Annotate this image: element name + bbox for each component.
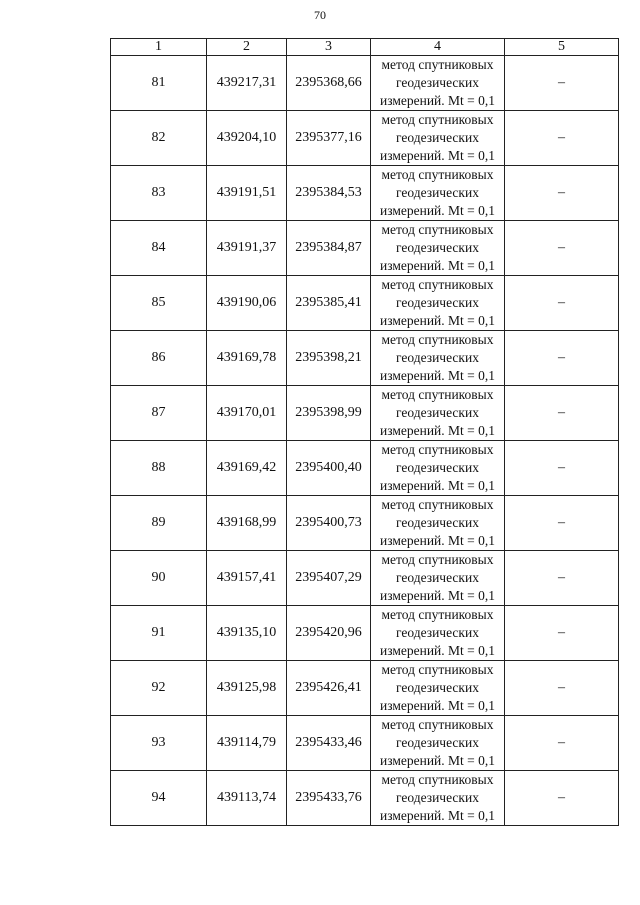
method-cell <box>371 331 505 386</box>
header-col-3: 3 <box>287 39 371 56</box>
table-row <box>111 606 619 661</box>
method-line: геодезических <box>396 735 479 750</box>
point-number-cell: 82 <box>111 111 207 166</box>
y-coordinate-cell: 2395384,87 <box>287 221 371 276</box>
x-coordinate-cell: 439170,01 <box>207 386 287 441</box>
point-number-cell: 90 <box>111 551 207 606</box>
method-line: измерений. Mt = 0,1 <box>379 478 496 493</box>
method-cell <box>371 221 505 276</box>
table-row <box>111 166 619 221</box>
x-coordinate-cell: 439169,42 <box>207 441 287 496</box>
method-line: метод спутниковых <box>381 717 494 732</box>
column-5-cell: – <box>505 276 619 331</box>
point-number-cell: 81 <box>111 56 207 111</box>
y-coordinate-cell: 2395400,73 <box>287 496 371 551</box>
point-number-cell: 94 <box>111 771 207 826</box>
x-coordinate-cell: 439113,74 <box>207 771 287 826</box>
y-coordinate-cell: 2395433,46 <box>287 716 371 771</box>
method-line: геодезических <box>396 295 479 310</box>
header-col-1: 1 <box>111 39 207 56</box>
method-line: метод спутниковых <box>381 497 494 512</box>
method-cell <box>371 166 505 221</box>
header-row <box>111 39 619 56</box>
method-line: геодезических <box>396 680 479 695</box>
method-line: геодезических <box>396 515 479 530</box>
y-coordinate-cell: 2395377,16 <box>287 111 371 166</box>
y-coordinate-cell: 2395398,21 <box>287 331 371 386</box>
method-line: измерений. Mt = 0,1 <box>379 643 496 658</box>
y-coordinate-cell: 2395400,40 <box>287 441 371 496</box>
method-line: геодезических <box>396 570 479 585</box>
method-line: измерений. Mt = 0,1 <box>379 533 496 548</box>
method-line: измерений. Mt = 0,1 <box>379 258 496 273</box>
column-5-cell: – <box>505 56 619 111</box>
method-cell <box>371 551 505 606</box>
y-coordinate-cell: 2395420,96 <box>287 606 371 661</box>
method-line: метод спутниковых <box>381 332 494 347</box>
method-line: метод спутниковых <box>381 112 494 127</box>
method-cell <box>371 441 505 496</box>
page-number: 70 <box>314 8 326 22</box>
method-line: геодезических <box>396 625 479 640</box>
table-row <box>111 111 619 166</box>
method-line: измерений. Mt = 0,1 <box>379 698 496 713</box>
point-number-cell: 85 <box>111 276 207 331</box>
column-5-cell: – <box>505 166 619 221</box>
method-line: метод спутниковых <box>381 662 494 677</box>
method-line: геодезических <box>396 240 479 255</box>
method-line: измерений. Mt = 0,1 <box>379 203 496 218</box>
header-col-2: 2 <box>207 39 287 56</box>
method-line: геодезических <box>396 130 479 145</box>
column-5-cell: – <box>505 221 619 276</box>
x-coordinate-cell: 439168,99 <box>207 496 287 551</box>
method-line: измерений. Mt = 0,1 <box>379 313 496 328</box>
column-5-cell: – <box>505 386 619 441</box>
point-number-cell: 88 <box>111 441 207 496</box>
method-line: метод спутниковых <box>381 552 494 567</box>
column-5-cell: – <box>505 496 619 551</box>
point-number-cell: 87 <box>111 386 207 441</box>
y-coordinate-cell: 2395407,29 <box>287 551 371 606</box>
method-line: измерений. Mt = 0,1 <box>379 93 496 108</box>
method-line: геодезических <box>396 790 479 805</box>
x-coordinate-cell: 439135,10 <box>207 606 287 661</box>
method-line: геодезических <box>396 350 479 365</box>
column-5-cell: – <box>505 716 619 771</box>
method-cell <box>371 606 505 661</box>
table-row <box>111 276 619 331</box>
method-cell <box>371 111 505 166</box>
point-number-cell: 93 <box>111 716 207 771</box>
x-coordinate-cell: 439191,51 <box>207 166 287 221</box>
table-row <box>111 221 619 276</box>
table-body <box>111 56 619 826</box>
method-cell <box>371 716 505 771</box>
column-5-cell: – <box>505 771 619 826</box>
method-cell <box>371 56 505 111</box>
method-line: измерений. Mt = 0,1 <box>379 148 496 163</box>
method-line: метод спутниковых <box>381 607 494 622</box>
method-line: геодезических <box>396 405 479 420</box>
method-line: измерений. Mt = 0,1 <box>379 753 496 768</box>
method-cell <box>371 661 505 716</box>
method-line: метод спутниковых <box>381 387 494 402</box>
method-line: геодезических <box>396 185 479 200</box>
point-number-cell: 92 <box>111 661 207 716</box>
point-number-cell: 86 <box>111 331 207 386</box>
point-number-cell: 83 <box>111 166 207 221</box>
method-line: измерений. Mt = 0,1 <box>379 423 496 438</box>
column-5-cell: – <box>505 551 619 606</box>
y-coordinate-cell: 2395398,99 <box>287 386 371 441</box>
table-row <box>111 441 619 496</box>
method-line: метод спутниковых <box>381 772 494 787</box>
table-row <box>111 551 619 606</box>
table-row <box>111 331 619 386</box>
method-line: метод спутниковых <box>381 442 494 457</box>
x-coordinate-cell: 439191,37 <box>207 221 287 276</box>
method-cell <box>371 386 505 441</box>
x-coordinate-cell: 439125,98 <box>207 661 287 716</box>
method-cell <box>371 771 505 826</box>
table-row <box>111 771 619 826</box>
header-col-5: 5 <box>505 39 619 56</box>
y-coordinate-cell: 2395368,66 <box>287 56 371 111</box>
x-coordinate-cell: 439157,41 <box>207 551 287 606</box>
method-line: метод спутниковых <box>381 57 494 72</box>
method-line: геодезических <box>396 75 479 90</box>
method-line: измерений. Mt = 0,1 <box>379 808 496 823</box>
table-row <box>111 56 619 111</box>
x-coordinate-cell: 439217,31 <box>207 56 287 111</box>
method-line: измерений. Mt = 0,1 <box>379 588 496 603</box>
y-coordinate-cell: 2395385,41 <box>287 276 371 331</box>
method-line: измерений. Mt = 0,1 <box>379 368 496 383</box>
column-5-cell: – <box>505 661 619 716</box>
method-line: геодезических <box>396 460 479 475</box>
table-row <box>111 716 619 771</box>
table-header <box>111 39 619 56</box>
method-line: метод спутниковых <box>381 167 494 182</box>
point-number-cell: 84 <box>111 221 207 276</box>
method-line: метод спутниковых <box>381 222 494 237</box>
method-cell <box>371 276 505 331</box>
y-coordinate-cell: 2395433,76 <box>287 771 371 826</box>
header-col-4: 4 <box>371 39 505 56</box>
column-5-cell: – <box>505 111 619 166</box>
column-5-cell: – <box>505 606 619 661</box>
column-5-cell: – <box>505 331 619 386</box>
y-coordinate-cell: 2395426,41 <box>287 661 371 716</box>
x-coordinate-cell: 439190,06 <box>207 276 287 331</box>
x-coordinate-cell: 439169,78 <box>207 331 287 386</box>
x-coordinate-cell: 439204,10 <box>207 111 287 166</box>
point-number-cell: 89 <box>111 496 207 551</box>
table-row <box>111 386 619 441</box>
table-row <box>111 496 619 551</box>
method-line: метод спутниковых <box>381 277 494 292</box>
table-row <box>111 661 619 716</box>
method-cell <box>371 496 505 551</box>
x-coordinate-cell: 439114,79 <box>207 716 287 771</box>
y-coordinate-cell: 2395384,53 <box>287 166 371 221</box>
column-5-cell: – <box>505 441 619 496</box>
coordinates-table <box>110 38 619 826</box>
point-number-cell: 91 <box>111 606 207 661</box>
